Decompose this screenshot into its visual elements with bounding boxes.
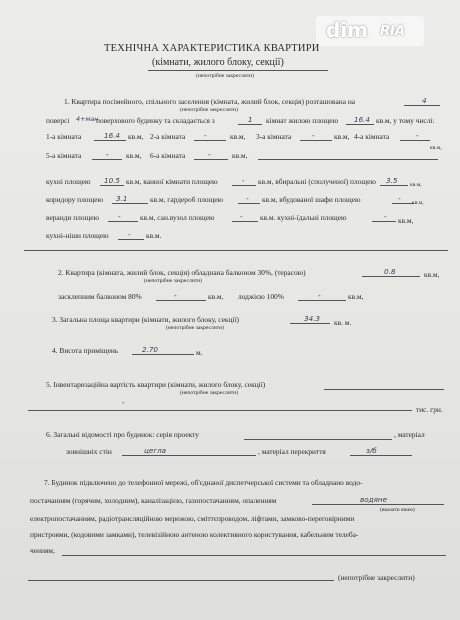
s2-glazed-line (156, 300, 206, 301)
s1-room1-line (94, 140, 126, 141)
s1-room4-value: - (416, 131, 419, 140)
s1-san-label: кв.м, сан.вузол площею (140, 213, 215, 222)
s2-loggia-value: - (318, 291, 321, 300)
s5-label: 5. Інвентаризаційна вартість квартири (кімнати, жилого блоку, секції) (46, 380, 266, 389)
s1-building-text: поверхового будинку та складається з (96, 116, 215, 125)
s1-room3-value: - (312, 131, 315, 140)
s7-line5-fill (62, 555, 446, 556)
s1-floor-label: поверсі (46, 116, 70, 125)
s1-room4-line (400, 140, 430, 141)
s1-kvm-1: кв.м, (128, 132, 144, 141)
s1-rooms-value: 1 (248, 115, 253, 124)
s1-corr-line (112, 203, 148, 204)
s1-floors-value: 4+ман (76, 115, 99, 123)
s1-toilet-label: кв.м, вбиральні (сполученої) площею (258, 177, 376, 186)
s1-room2-line (194, 140, 226, 141)
subtitle-strike-note: (непотрібне закреслити) (196, 73, 255, 79)
s1-kd-value: - (384, 212, 387, 221)
s1-kvm-5: кв.м, (126, 151, 142, 160)
s1-kvm-toilet: кв.м, (410, 182, 422, 188)
s1-san-value: - (240, 212, 243, 221)
s1-room4-label: 4-а кімната (354, 132, 390, 141)
s1-room3-label: 3-а кімната (256, 132, 292, 141)
s1-kitchen-value: 10.5 (104, 176, 121, 185)
s1-kn-label: кухні-ніши площею (46, 231, 109, 240)
s1-kn-value: - (128, 230, 131, 239)
s1-ward-value: - (246, 194, 249, 203)
s1-bath-line (232, 185, 256, 186)
s2-strike-note: (непотрібне закреслити) (144, 278, 203, 284)
s2-glazed-value: - (174, 291, 177, 300)
s1-kvm-3: кв.м, (334, 132, 350, 141)
s1-kvm-cab: кв.м, (412, 200, 424, 206)
s4-label: 4. Висота приміщень (52, 346, 119, 355)
s1-toilet-line (380, 185, 408, 186)
s6-series-line (244, 439, 392, 440)
s5-line-b (28, 410, 412, 411)
s1-kn-line (118, 239, 144, 240)
s4-height-value: 2.70 (142, 345, 159, 354)
s7-line4: пристроями, (кодовими замками), телевізійною антеною колективного користування, кабельним телеба- (30, 530, 359, 539)
s1-kvm-6: кв.м, (232, 151, 248, 160)
s1-room2-value: - (204, 131, 207, 140)
s7-specify-note: (вказати яким) (380, 507, 415, 513)
s2-loggia-label: лоджією 100% (238, 292, 284, 301)
s1-bath-label: кв.м, ванної кімнати площею (126, 177, 218, 186)
s1-kitchen-label: кухні площею (46, 177, 91, 186)
s1-living-line (346, 124, 374, 125)
s7-strike-note: (непотрібне закреслити) (338, 573, 415, 582)
s2-balcony-value: 0.8 (384, 267, 396, 276)
s1-living-label: кімнат жилою площею (266, 116, 339, 125)
s1-room5-label: 5-а кімната (46, 151, 82, 160)
s7-heating-line (312, 504, 444, 505)
s6-line1: 6. Загальні відомості про будинок: серія проекту (46, 430, 199, 439)
s2-loggia-line (298, 300, 346, 301)
s1-strike-note: (непотрібне закреслити) (180, 107, 239, 113)
subtitle-underline (148, 70, 328, 71)
s3-total-line (290, 323, 330, 324)
s2-line1: 2. Квартира (кімната, жилий блок, секція) обладнана балконом 30%, (терасою) (58, 268, 306, 277)
s1-room1-label: 1-а кімната (46, 132, 82, 141)
s1-cab-label: кв.м, вбудованої шафи площею (262, 195, 361, 204)
s1-end-line (24, 250, 448, 251)
s1-kvm-kd: кв.м, (398, 216, 414, 225)
s1-floor-line (404, 105, 440, 106)
s1-living-value: 16.4 (354, 115, 371, 124)
s6-walls-line (122, 455, 256, 456)
s6-overlap-label: , матеріал перекриття (258, 447, 326, 456)
s1-room5-line (92, 159, 122, 160)
logo-ria-text: RIA (380, 24, 405, 39)
s1-bath-value: - (242, 176, 245, 185)
s1-ward-label: кв.м, гардероб площею (150, 195, 224, 204)
s1-toilet-value: 3.5 (386, 176, 398, 185)
s1-room5-value: - (106, 150, 109, 159)
s5-strike-note: (непотрібне закреслити) (180, 390, 239, 396)
s5-line-a (324, 389, 444, 390)
s6-overlap-value: з/б (366, 446, 377, 455)
document-title: ТЕХНІЧНА ХАРАКТЕРИСТИКА КВАРТИРИ (104, 43, 320, 54)
s7-heating-value: водяне (360, 495, 388, 504)
s1-cab-line (392, 203, 414, 204)
s2-kvm-1: кв.м, (424, 270, 440, 279)
s3-label: 3. Загальна площа квартири (кімнати, жилого блоку, секції) (52, 315, 239, 324)
s2-balcony-line (362, 276, 420, 277)
s1-ver-label: веранди площею (46, 213, 100, 222)
s1-ver-line (108, 221, 138, 222)
s5-unit: тис. грн. (416, 405, 443, 414)
s1-line1: 1. Квартира посімейного, спільного заселення (кімната, жилий блок, секція) розташована на (64, 97, 356, 106)
s1-room6-line (194, 159, 228, 160)
s1-san-line (232, 221, 258, 222)
s1-room2-label: 2-а кімната (150, 132, 186, 141)
s3-unit: кв. м. (334, 318, 352, 327)
s4-height-line (132, 354, 194, 355)
s7-final-line (28, 580, 334, 581)
s1-kd-label: кв.м. кухні-їдальні площею (260, 213, 347, 222)
s6-walls-value: цегла (144, 446, 167, 455)
s4-unit: м. (196, 348, 203, 357)
s3-strike-note: (непотрібне закреслити) (166, 325, 225, 331)
s1-room6-value: - (208, 150, 211, 159)
s1-room1-value: 16.4 (104, 131, 121, 140)
s6-walls-label: зовнішніх стін (66, 447, 112, 456)
dimria-watermark-logo (316, 16, 424, 46)
s1-room3-line (300, 140, 332, 141)
s7-line3: електропостачанням, радіотрансляційною мережою, сміттєпроводом, ліфтами, замково-переговірними (30, 514, 355, 523)
s7-line2: постачанням (горячим, холодним), каналізацією, газопостачанням, опаленням (30, 496, 277, 505)
s1-kvm-4: кв.м, (430, 145, 442, 151)
s1-corr-value: 3.1 (116, 194, 128, 203)
document-subtitle: (кімнати, жилого блоку, секції) (152, 57, 284, 68)
logo-dim-text: dim (326, 18, 369, 42)
s2-kvm-3: кв.м, (348, 292, 364, 301)
s2-glazed-label: засклепним балконом 80% (58, 292, 142, 301)
s1-rooms-line (238, 124, 262, 125)
s2-kvm-2: кв.м, (208, 292, 224, 301)
s1-corr-label: коридору площею (46, 195, 103, 204)
s1-ver-value: - (118, 212, 121, 221)
s7-line1: 7. Будинок підключено до телефонної мережі, об'єднаної диспетчерської системи та обладнано водо- (44, 478, 363, 487)
s6-overlap-line (350, 455, 412, 456)
s1-kitchen-line (100, 185, 124, 186)
s5-value: - (122, 398, 125, 407)
s3-total-value: 34.3 (304, 314, 321, 323)
s7-line5: ченням, (30, 546, 55, 555)
s1-kvm-2: кв.м, (230, 132, 246, 141)
s1-kn-unit: кв.м. (146, 231, 162, 240)
s1-kd-line (372, 221, 396, 222)
s1-room6-label: 6-а кімната (150, 151, 186, 160)
s1-floor-value: 4 (422, 96, 427, 105)
s1-incl-text: кв.м, у тому числі: (376, 116, 435, 125)
s1-room6-rest-line (258, 159, 438, 160)
s1-cab-value: - (398, 194, 401, 203)
s6-material-label: , матеріал (394, 430, 425, 439)
s1-ward-line (238, 203, 260, 204)
